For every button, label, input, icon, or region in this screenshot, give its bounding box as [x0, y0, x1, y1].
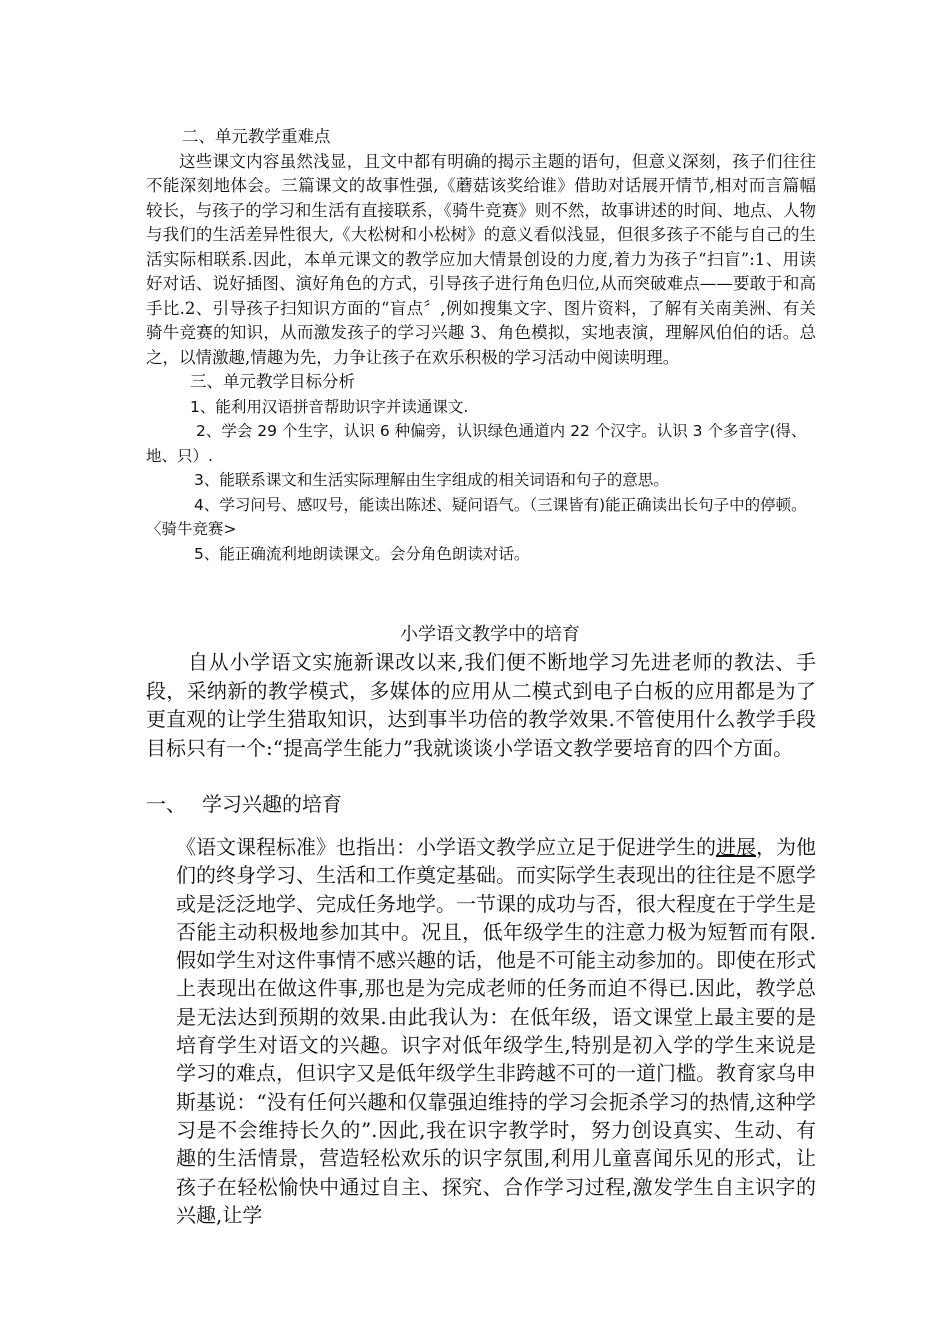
- body-text-start: 《语文课程标准》也指出：小学语文教学应立足于促进学生的: [176, 835, 716, 859]
- goal-item-5: 5、能正确流利地朗读课文。会分角色朗读对话。: [194, 544, 530, 563]
- article-intro-paragraph: 自从小学语文实施新课改以来,我们便不断地学习先进老师的教法、手段，采纳新的教学模式，多媒体的应用从二模式到电子白板的应用都是为了更直观的让学生猎取知识，达到事半功倍的教学效果.不管使用什么教学手段目标只有一个:“提高学生能力”我就谈谈小学语文教学要培育的四个方面。: [146, 650, 816, 760]
- heading-teaching-goals: 三、单元教学目标分析: [190, 372, 355, 391]
- section-title: 学习兴趣的培育: [202, 792, 342, 816]
- section-number: 一、: [146, 792, 186, 816]
- goal-item-4: 4、学习问号、感叹号，能读出陈述、疑问语气。（三课皆有)能正确读出长句子中的停顿。〈骑牛竞赛>: [146, 495, 807, 538]
- goal-item-3: 3、能联系课文和生活实际理解由生字组成的相关词语和句子的意思。: [194, 471, 669, 489]
- goal-item-1: 1、能利用汉语拼音帮助识字并读通课文.: [190, 397, 469, 416]
- difficulties-paragraph: 这些课文内容虽然浅显，且文中都有明确的揭示主题的语句，但意义深刻，孩子们往往不能深刻地体会。三篇课文的故事性强,《蘑菇该奖给谁》借助对话展开情节,相对而言篇幅较长，与孩子的学习和生活有直接联系，《骑牛竞赛》则不然，故事讲述的时间、地点、人物与我们的生活差异性很大,《大松树和小松树》的意义看似浅显，但很多孩子不能与自己的生活实际相联系.因此，本单元课文的教学应加大情景创设的力度,着力为孩子“扫盲”:1、用读好对话、说好插图、演好角色的方式，引导孩子进行角色归位,从而突破难点——要敢于和高手比.2、引导孩子扫知识方面的“盲点〞,例如搜集文字、图片资料，了解有关南美洲、有关骑牛竞赛的知识，从而激发孩子的学习兴趣 3、角色模拟，实地表演，理解风伯伯的话。总之，以情激趣,情趣为先，力争让孩子在欢乐积极的学习活动中阅读明理。: [146, 151, 816, 367]
- goal-item-2: 2、学会 29 个生字，认识 6 种偏旁，认识绿色通道内 22 个汉字。认识 3 个多音字(得、地、只）.: [146, 422, 807, 465]
- article-title: 小学语文教学中的培育: [400, 624, 580, 645]
- unit-section: [146, 125, 816, 566]
- underlined-word: 进展: [716, 835, 756, 859]
- body-text-rest: ，为他们的终身学习、生活和工作奠定基础。而实际学生表现出的往往是不愿学或是泛泛地学、完成任务地学。一节课的成功与否，很大程度在于学生是否能主动积极地参加其中。况且，低年级学生的注意力极为短暂而有限.假如学生对这件事情不感兴趣的话，他是不可能主动参加的。即使在形式上表现出在做这件事,那也是为完成老师的任务而迫不得已.因此，教学总是无法达到预期的效果.由此我认为：在低年级，语文课堂上最主要的是培育学生对语文的兴趣。识字对低年级学生,特别是初入学的学生来说是学习的难点，但识字又是低年级学生非跨越不可的一道门槛。教育家乌申斯基说：“没有任何兴趣和仅靠强迫维持的学习会扼杀学习的热情,这种学习是不会维持长久的”.因此,我在识字教学时，努力创设真实、生动、有趣的生活情景，营造轻松欢乐的识字氛围,利用儿童喜闻乐见的形式，让孩子在轻松愉快中通过自主、探究、合作学习过程,激发学生自主识字的兴趣,让学: [176, 835, 816, 1227]
- section-heading-interest: [146, 790, 342, 818]
- heading-teaching-difficulties: 二、单元教学重难点: [182, 127, 331, 146]
- interest-body-paragraph: [176, 833, 816, 1229]
